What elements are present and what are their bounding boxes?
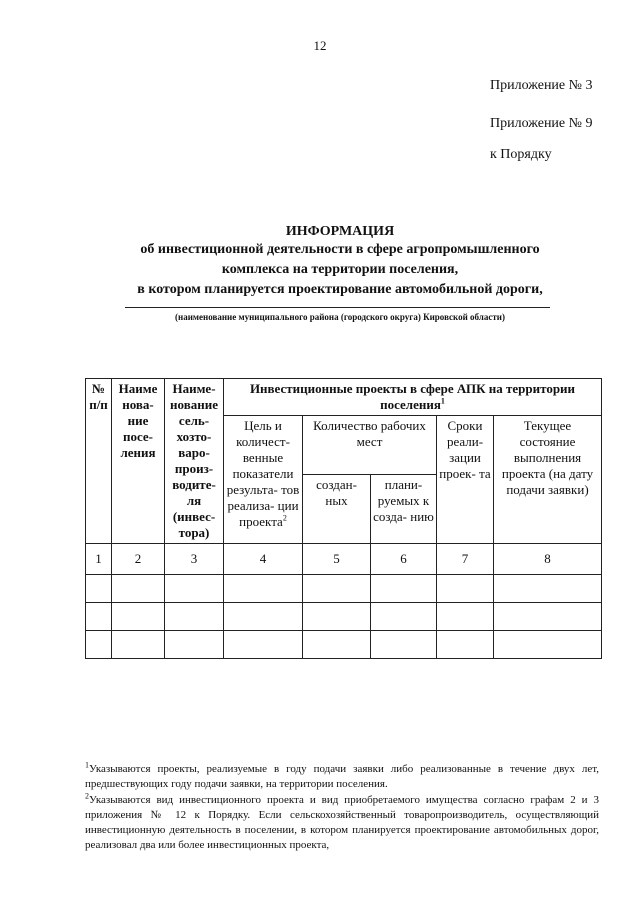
empty-cell [494, 575, 602, 603]
header-goal [224, 416, 303, 544]
footnote-ref-2: 2 [282, 513, 287, 523]
col-number: 5 [303, 544, 371, 575]
empty-cell [165, 575, 224, 603]
empty-cell [371, 575, 437, 603]
footnote-2-text: Указываются вид инвестиционного проекта и вид приобретаемого имущества согласно графам 2 и 3 приложения № 12 к Порядку. Если сельскохозяйственный товаропроизводитель, осуществляющий инвестиционную деятельность в поселении, в котором планируется проектирование автомобильных дорог, реализовал два или более инвестиционных проекта, [85, 794, 599, 851]
empty-cell [224, 575, 303, 603]
subtitle-line-1: об инвестиционной деятельности в сфере агропромышленного [140, 242, 540, 257]
empty-cell [303, 603, 371, 631]
empty-cell [86, 575, 112, 603]
header-settlement: Наиме нова- ние посе- ления [112, 379, 165, 544]
empty-cell [437, 575, 494, 603]
empty-cell [112, 603, 165, 631]
footnote-1-text: Указываются проекты, реализуемые в году подачи заявки либо реализованные в течение двух лет, предшествующих году подачи заявки, на территории поселения. [85, 763, 599, 790]
table-row [86, 631, 602, 659]
col-number: 6 [371, 544, 437, 575]
header-planned: плани- руемых к созда- нию [371, 475, 437, 544]
header-projects-text: Инвестиционные проекты в сфере АПК на территории поселения [249, 381, 576, 412]
fill-in-line [125, 307, 550, 308]
subtitle-line-3: в котором планируется проектирование автомобильной дороги, [137, 282, 543, 297]
document-subtitle [90, 240, 590, 300]
col-number: 3 [165, 544, 224, 575]
empty-cell [165, 631, 224, 659]
column-number-row [86, 544, 602, 575]
footnote-2-mark: 2 [85, 791, 89, 801]
appendix-line-3: к Порядку [490, 147, 552, 162]
subtitle-line-2: комплекса на территории поселения, [221, 262, 459, 277]
empty-cell [437, 631, 494, 659]
footnote-1-mark: 1 [85, 760, 89, 770]
appendix-line-2: Приложение № 9 [490, 116, 593, 131]
empty-cell [437, 603, 494, 631]
header-state: Текущее состояние выполнения проекта (на дату подачи заявки) [494, 416, 602, 544]
empty-cell [165, 603, 224, 631]
header-terms: Сроки реали- зации проек- та [437, 416, 494, 544]
col-number: 4 [224, 544, 303, 575]
empty-cell [224, 603, 303, 631]
col-number: 2 [112, 544, 165, 575]
document-title: ИНФОРМАЦИЯ [285, 224, 395, 239]
header-goal-text: Цель и количест- венные показатели результа- тов реализа- ции проекта [226, 418, 300, 529]
appendix-line-1: Приложение № 3 [490, 78, 593, 93]
header-producer: Наиме- нование сель- хозто- варо- произ- водите- ля (инвес- тора) [165, 379, 224, 544]
table-row [86, 575, 602, 603]
investment-table [85, 378, 602, 659]
footnote-1 [85, 762, 599, 792]
page-number: 12 [313, 38, 327, 53]
col-number: 8 [494, 544, 602, 575]
empty-cell [112, 575, 165, 603]
empty-cell [303, 631, 371, 659]
fill-in-caption: (наименование муниципального района (городского округа) Кировской области) [175, 312, 505, 322]
header-number: № п/п [86, 379, 112, 544]
col-number: 7 [437, 544, 494, 575]
header-row-1 [86, 379, 602, 416]
empty-cell [224, 631, 303, 659]
empty-cell [494, 603, 602, 631]
empty-cell [371, 631, 437, 659]
header-jobs: Количество рабочих мест [303, 416, 437, 475]
empty-cell [303, 575, 371, 603]
table-row [86, 603, 602, 631]
footnote-2 [85, 793, 599, 853]
header-projects [224, 379, 602, 416]
empty-cell [371, 603, 437, 631]
empty-cell [494, 631, 602, 659]
empty-cell [86, 631, 112, 659]
empty-cell [112, 631, 165, 659]
footnote-ref-1: 1 [440, 396, 445, 406]
col-number: 1 [86, 544, 112, 575]
empty-cell [86, 603, 112, 631]
header-created: создан- ных [303, 475, 371, 544]
